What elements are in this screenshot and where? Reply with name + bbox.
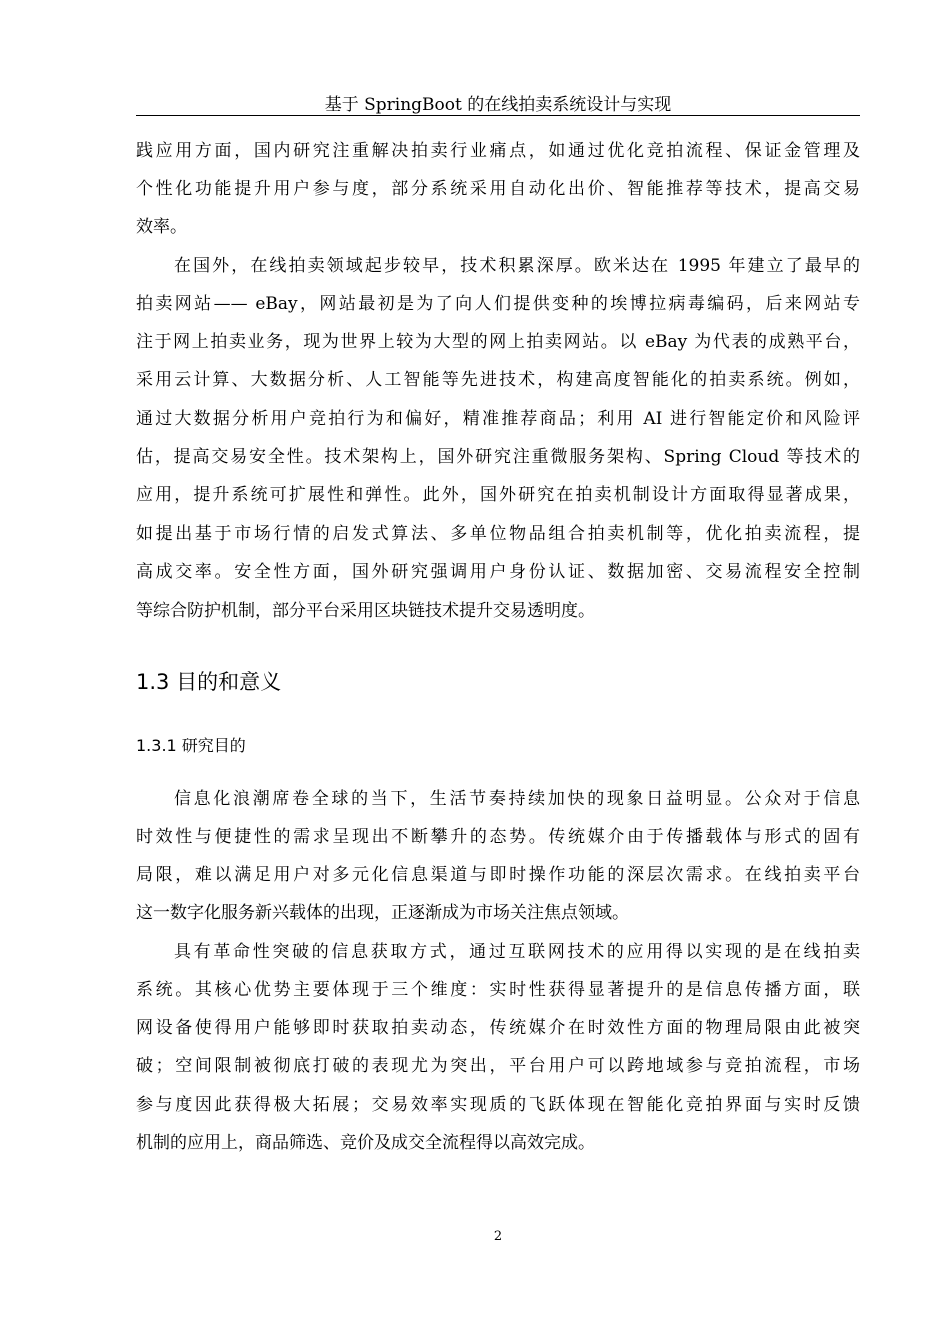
- text-line: 具有革命性突破的信息获取方式，通过互联网技术的应用得以实现的是在线拍卖: [174, 942, 860, 962]
- text-line: 参与度因此获得极大拓展；交易效率实现质的飞跃体现在智能化竞拍界面与实时反馈: [136, 1095, 860, 1115]
- text-line: 破；空间限制被彻底打破的表现尤为突出，平台用户可以跨地域参与竞拍流程，市场: [136, 1056, 860, 1076]
- text-line: 网设备使得用户能够即时获取拍卖动态，传统媒介在时效性方面的物理局限由此被突: [136, 1018, 860, 1038]
- text-line: 机制的应用上，商品筛选、竞价及成交全流程得以高效完成。: [136, 1133, 595, 1153]
- text-line: 高成交率。安全性方面，国外研究强调用户身份认证、数据加密、交易流程安全控制: [136, 562, 860, 582]
- text-line: 局限，难以满足用户对多元化信息渠道与即时操作功能的深层次需求。在线拍卖平台: [136, 865, 860, 885]
- text-line: 在国外，在线拍卖领域起步较早，技术积累深厚。欧米达在 1995 年建立了最早的: [174, 256, 860, 276]
- text-line: 系统。其核心优势主要体现于三个维度：实时性获得显著提升的是信息传播方面，联: [136, 980, 860, 1000]
- running-header: 基于 SpringBoot 的在线拍卖系统设计与实现: [324, 95, 672, 115]
- text-line: 信息化浪潮席卷全球的当下，生活节奏持续加快的现象日益明显。公众对于信息: [174, 789, 860, 809]
- text-line: 采用云计算、大数据分析、人工智能等先进技术，构建高度智能化的拍卖系统。例如，: [136, 370, 860, 390]
- text-line: 如提出基于市场行情的启发式算法、多单位物品组合拍卖机制等，优化拍卖流程，提: [136, 524, 860, 544]
- text-line: 时效性与便捷性的需求呈现出不断攀升的态势。传统媒介由于传播载体与形式的固有: [136, 827, 860, 847]
- text-line: 注于网上拍卖业务，现为世界上较为大型的网上拍卖网站。以 eBay 为代表的成熟平台，: [136, 332, 860, 352]
- text-line: 个性化功能提升用户参与度，部分系统采用自动化出价、智能推荐等技术，提高交易: [136, 179, 860, 199]
- text-line: 应用，提升系统可扩展性和弹性。此外，国外研究在拍卖机制设计方面取得显著成果，: [136, 485, 860, 505]
- subsection-heading-1-3-1: 1.3.1 研究目的: [136, 736, 246, 755]
- section-heading-1-3: 1.3 目的和意义: [136, 670, 282, 694]
- text-line: 践应用方面，国内研究注重解决拍卖行业痛点，如通过优化竞拍流程、保证金管理及: [136, 141, 860, 161]
- text-line: 效率。: [136, 217, 187, 237]
- text-line: 估，提高交易安全性。技术架构上，国外研究注重微服务架构、Spring Cloud 等技术的: [136, 447, 860, 467]
- text-line: 等综合防护机制，部分平台采用区块链技术提升交易透明度。: [136, 601, 595, 621]
- text-line: 这一数字化服务新兴载体的出现，正逐渐成为市场关注焦点领域。: [136, 903, 629, 923]
- text-line: 通过大数据分析用户竞拍行为和偏好，精准推荐商品；利用 AI 进行智能定价和风险评: [136, 409, 860, 429]
- text-line: 拍卖网站—— eBay，网站最初是为了向人们提供变种的埃博拉病毒编码，后来网站专: [136, 294, 860, 314]
- page-number: 2: [493, 1229, 503, 1244]
- header-rule: [136, 115, 860, 116]
